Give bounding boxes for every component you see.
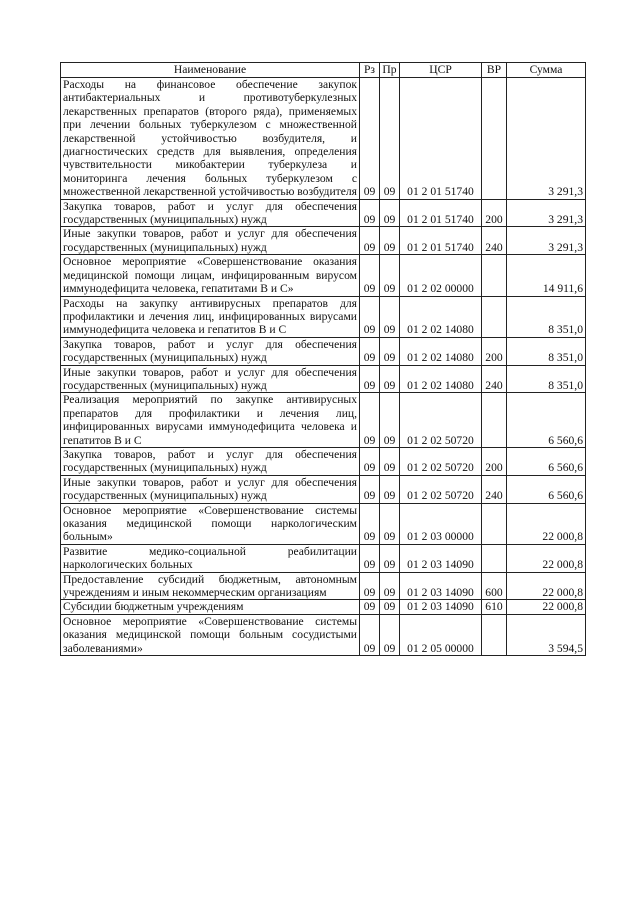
budget-table [60,62,586,656]
cell-name: Предоставление субсидий бюджетным, автономным учреждениям и иным некоммерческим организациям [61,572,360,600]
cell-csr: 01 2 03 14090 [400,600,482,614]
cell-rz: 09 [360,503,380,544]
cell-csr: 01 2 01 51740 [400,199,482,227]
cell-name: Развитие медико-социальной реабилитации наркологических больных [61,544,360,572]
cell-pr: 09 [380,227,400,255]
cell-rz: 09 [360,255,380,296]
cell-pr: 09 [380,255,400,296]
cell-vr [482,614,507,655]
cell-rz: 09 [360,614,380,655]
table-row [61,296,586,337]
cell-rz: 09 [360,544,380,572]
table-row [61,447,586,475]
cell-csr: 01 2 01 51740 [400,78,482,200]
cell-csr: 01 2 02 50720 [400,447,482,475]
cell-pr: 09 [380,600,400,614]
header-vr: ВР [482,63,507,78]
table-header-row [61,63,586,78]
cell-vr: 240 [482,227,507,255]
header-sum: Сумма [507,63,586,78]
cell-pr: 09 [380,337,400,365]
table-row [61,600,586,614]
cell-rz: 09 [360,475,380,503]
cell-name: Основное мероприятие «Совершенствование системы оказания медицинской помощи наркологическим больным» [61,503,360,544]
cell-pr: 09 [380,199,400,227]
cell-rz: 09 [360,393,380,448]
cell-sum: 3 594,5 [507,614,586,655]
cell-name: Закупка товаров, работ и услуг для обеспечения государственных (муниципальных) нужд [61,199,360,227]
cell-sum: 3 291,3 [507,227,586,255]
table-row [61,393,586,448]
cell-rz: 09 [360,365,380,393]
cell-vr: 610 [482,600,507,614]
cell-csr: 01 2 03 14090 [400,544,482,572]
cell-sum: 22 000,8 [507,600,586,614]
cell-pr: 09 [380,572,400,600]
cell-pr: 09 [380,447,400,475]
cell-sum: 8 351,0 [507,365,586,393]
cell-vr: 600 [482,572,507,600]
header-csr: ЦСР [400,63,482,78]
cell-sum: 8 351,0 [507,296,586,337]
header-rz: Рз [360,63,380,78]
cell-sum: 8 351,0 [507,337,586,365]
document-page [60,62,585,656]
table-row [61,199,586,227]
cell-rz: 09 [360,78,380,200]
cell-sum: 14 911,6 [507,255,586,296]
cell-sum: 6 560,6 [507,393,586,448]
header-pr: Пр [380,63,400,78]
cell-pr: 09 [380,475,400,503]
cell-csr: 01 2 02 14080 [400,337,482,365]
table-row [61,475,586,503]
table-row [61,78,586,200]
cell-sum: 22 000,8 [507,544,586,572]
cell-pr: 09 [380,503,400,544]
cell-vr: 200 [482,199,507,227]
cell-sum: 22 000,8 [507,503,586,544]
table-row [61,365,586,393]
cell-csr: 01 2 02 14080 [400,365,482,393]
cell-name: Закупка товаров, работ и услуг для обеспечения государственных (муниципальных) нужд [61,447,360,475]
cell-name: Иные закупки товаров, работ и услуг для обеспечения государственных (муниципальных) нужд [61,227,360,255]
cell-vr [482,503,507,544]
cell-sum: 3 291,3 [507,78,586,200]
cell-name: Расходы на финансовое обеспечение закупок антибактериальных и противотуберкулезных лекарственных препаратов (второго ряда), применяемых при лечении больных туберкулезом с множественной лекарственной устойчивостью возбудителя, и диагностических средств для выявления, определения чувствительности микобактерии туберкулеза и мониторинга лечения больных туберкулезом с множественной лекарственной устойчивостью возбудителя [61,78,360,200]
cell-vr: 200 [482,447,507,475]
cell-vr [482,78,507,200]
table-body [61,78,586,656]
cell-vr: 240 [482,365,507,393]
table-row [61,572,586,600]
cell-name: Иные закупки товаров, работ и услуг для обеспечения государственных (муниципальных) нужд [61,365,360,393]
cell-pr: 09 [380,614,400,655]
cell-name: Основное мероприятие «Совершенствование оказания медицинской помощи лицам, инфицированным вирусом иммунодефицита человека, гепатитами В и С» [61,255,360,296]
cell-sum: 22 000,8 [507,572,586,600]
cell-sum: 6 560,6 [507,447,586,475]
table-row [61,544,586,572]
cell-csr: 01 2 03 14090 [400,572,482,600]
table-row [61,255,586,296]
cell-name: Закупка товаров, работ и услуг для обеспечения государственных (муниципальных) нужд [61,337,360,365]
cell-name: Основное мероприятие «Совершенствование системы оказания медицинской помощи больным сосудистыми заболеваниями» [61,614,360,655]
cell-sum: 3 291,3 [507,199,586,227]
cell-vr [482,393,507,448]
cell-vr [482,296,507,337]
cell-rz: 09 [360,337,380,365]
cell-vr [482,544,507,572]
cell-csr: 01 2 03 00000 [400,503,482,544]
cell-rz: 09 [360,600,380,614]
cell-vr [482,255,507,296]
cell-csr: 01 2 02 14080 [400,296,482,337]
cell-name: Расходы на закупку антивирусных препаратов для профилактики и лечения лиц, инфицированных вирусами иммунодефицита человека и гепатитов В и С [61,296,360,337]
cell-pr: 09 [380,78,400,200]
cell-pr: 09 [380,296,400,337]
cell-name: Реализация мероприятий по закупке антивирусных препаратов для профилактики и лечения лиц, инфицированных вирусами иммунодефицита человека и гепатитов В и С [61,393,360,448]
cell-sum: 6 560,6 [507,475,586,503]
cell-csr: 01 2 02 50720 [400,475,482,503]
cell-vr: 200 [482,337,507,365]
cell-csr: 01 2 01 51740 [400,227,482,255]
cell-name: Иные закупки товаров, работ и услуг для обеспечения государственных (муниципальных) нужд [61,475,360,503]
cell-csr: 01 2 05 00000 [400,614,482,655]
cell-rz: 09 [360,447,380,475]
cell-rz: 09 [360,296,380,337]
cell-rz: 09 [360,227,380,255]
cell-rz: 09 [360,572,380,600]
cell-vr: 240 [482,475,507,503]
cell-pr: 09 [380,544,400,572]
header-name: Наименование [61,63,360,78]
cell-csr: 01 2 02 00000 [400,255,482,296]
table-row [61,503,586,544]
cell-pr: 09 [380,393,400,448]
cell-csr: 01 2 02 50720 [400,393,482,448]
cell-rz: 09 [360,199,380,227]
table-row [61,227,586,255]
table-row [61,614,586,655]
table-row [61,337,586,365]
cell-name: Субсидии бюджетным учреждениям [61,600,360,614]
cell-pr: 09 [380,365,400,393]
